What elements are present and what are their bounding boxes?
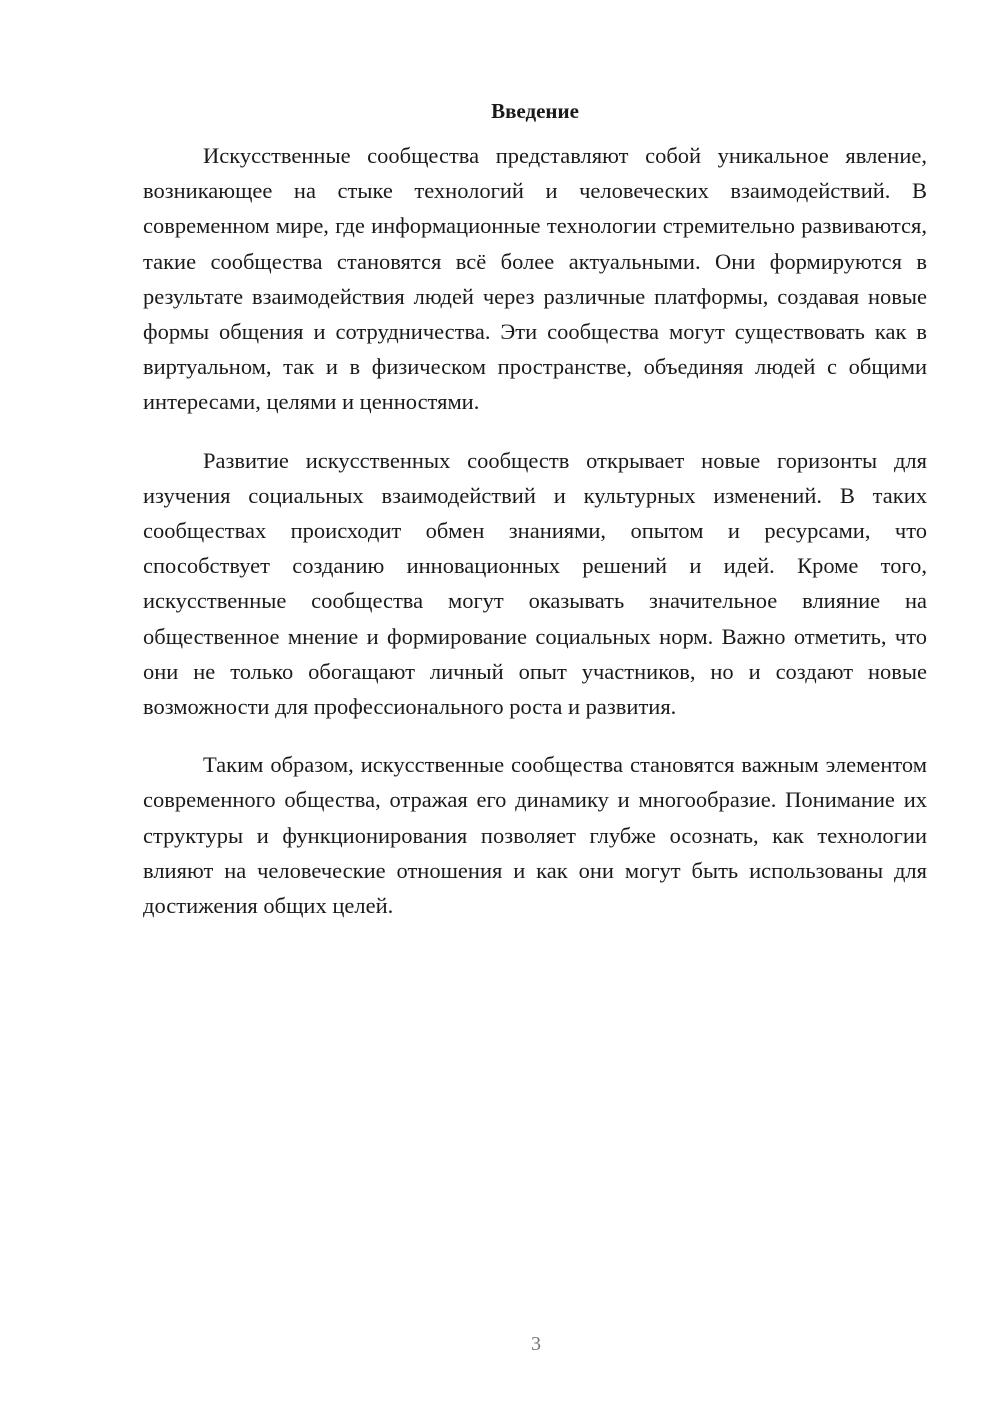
paragraph-3: Таким образом, искусственные сообщества становятся важным элементом современного общества, отражая его динамику и многообразие. Понимание их структуры и функционирования позволяет глубже осознать, как технологии влияют на человеческие отношения и как они могут быть использованы для достижения общих целей. [143, 752, 927, 919]
page-number: 3 [531, 1333, 541, 1355]
section-heading: Введение [491, 99, 579, 123]
page-content [143, 96, 927, 946]
paragraph-2: Развитие искусственных сообществ открывает новые горизонты для изучения социальных взаимодействий и культурных изменений. В таких сообществах происходит обмен знаниями, опытом и ресурсами, что способствует созданию инновационных решений и идей. Кроме того, искусственные сообщества могут оказывать значительное влияние на общественное мнение и формирование социальных норм. Важно отметить, что они не только обогащают личный опыт участников, но и создают новые возможности для профессионального роста и развития. [143, 447, 927, 720]
paragraph-1: Искусственные сообщества представляют собой уникальное явление, возникающее на стыке технологий и человеческих взаимодействий. В современном мире, где информационные технологии стремительно развиваются, такие сообщества становятся всё более актуальными. Они формируются в результате взаимодействия людей через различные платформы, создавая новые формы общения и сотрудничества. Эти сообщества могут существовать как в виртуальном, так и в физическом пространстве, объединяя людей с общими интересами, целями и ценностями. [143, 143, 927, 415]
